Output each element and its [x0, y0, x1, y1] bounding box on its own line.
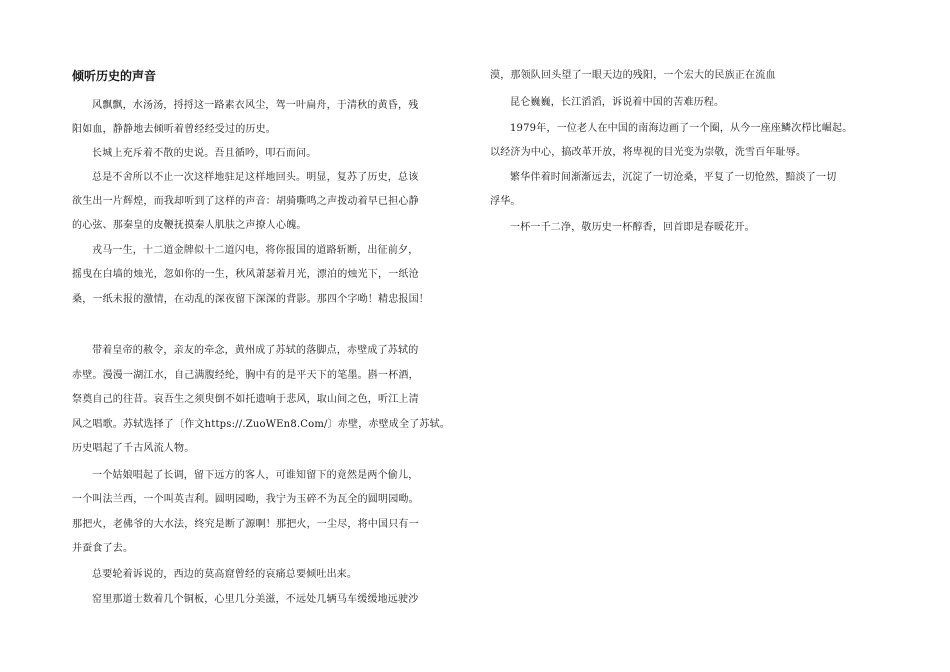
text-line: 那把火，老佛爷的大水法，终究是断了源啊！那把火，一尘尽，将中国只有一: [72, 519, 419, 530]
text-line: 历史唱起了千古风流人物。: [72, 443, 195, 454]
text-line: 摇曳在白墙的烛光，忽如你的一生，秋风萧瑟着月光，漂泊的烛光下，一纸沧: [72, 269, 419, 280]
text-line: 桑，一纸未报的激情，在动乱的深夜留下深深的背影。那四个字呦！精忠报国！: [72, 294, 429, 305]
text-line: 总要轮着诉说的，西边的莫高窟曾经的哀痛总要倾吐出来。: [92, 569, 358, 580]
text-line: 一杯一千二净，敬历史一杯醇香，回首即是春暖花开。: [510, 222, 755, 233]
text-line: 欲生出一片辉煌，而我却听到了这样的声音：胡骑嘶鸣之声拨动着早已担心静: [72, 196, 419, 207]
text-line: 长城上充斥着不散的史说。吾且循吟，叩石而问。: [92, 148, 317, 159]
text-line: 祭奠自己的往昔。哀吾生之须臾倒不如托遗响于悲风，取山间之色，听江上清: [72, 394, 419, 405]
page-title: 倾听历史的声音: [72, 69, 157, 83]
text-line: 繁华伴着时间渐渐远去，沉淀了一切沧桑，平复了一切怆然，黯淡了一切: [510, 172, 837, 183]
text-line: 风飘飘，水汤汤，捋捋这一路素衣风尘，驾一叶扁舟，于清秋的黄昏，残: [92, 100, 419, 111]
text-line: 一个姑娘唱起了长调，留下远方的客人，可谁知留下的竟然是两个偷儿，: [92, 470, 419, 481]
text-line: 带着皇帝的赦令，亲友的牵念，黄州成了苏轼的落脚点，赤壁成了苏轼的: [92, 345, 419, 356]
text-line: 并蚕食了去。: [72, 543, 134, 554]
text-line: 风之唱歌。苏轼选择了〔作文https://.ZuoWEn8.Com/〕赤壁，赤壁成全了苏轼。: [72, 419, 450, 430]
text-line: 赤壁。漫漫一湖江水，自己满腹经纶，胸中有的是平天下的笔墨。斟一杯酒，: [72, 370, 419, 381]
text-line: 以经济为中心，搞改革开放，将卑视的目光变为崇敬，洗雪百年耻辱。: [490, 147, 807, 158]
text-line: 窑里那道士数着几个铜板，心里几分美滋，不远处几辆马车缓缓地远驶沙: [92, 594, 419, 605]
text-line: 的心弦、那秦皇的皮鞭抚摸秦人肌肤之声撩人心魄。: [72, 220, 307, 231]
text-line: 1979年，一位老人在中国的南海边画了一个圈，从今一座座鳞次栉比崛起。: [510, 123, 853, 134]
text-line: 浮华。: [490, 196, 521, 207]
text-line: 总是不舍所以不止一次这样地驻足这样地回头。明显，复苏了历史，总该: [92, 172, 419, 183]
text-line: 戎马一生，十二道金牌似十二道闪电，将你报国的道路斩断，出征前夕，: [92, 245, 419, 256]
text-line: 一个叫法兰西，一个叫英吉利。圆明园呦，我宁为玉碎不为瓦全的圆明园呦。: [72, 494, 419, 505]
text-line: 昆仑巍巍，长江滔滔，诉说着中国的苦难历程。: [510, 97, 725, 108]
text-line: 阳如血，静静地去倾听着曾经经受过的历史。: [72, 124, 276, 135]
text-line: 漠，那领队回头望了一眼天边的残阳，一个宏大的民族正在流血: [490, 70, 776, 81]
